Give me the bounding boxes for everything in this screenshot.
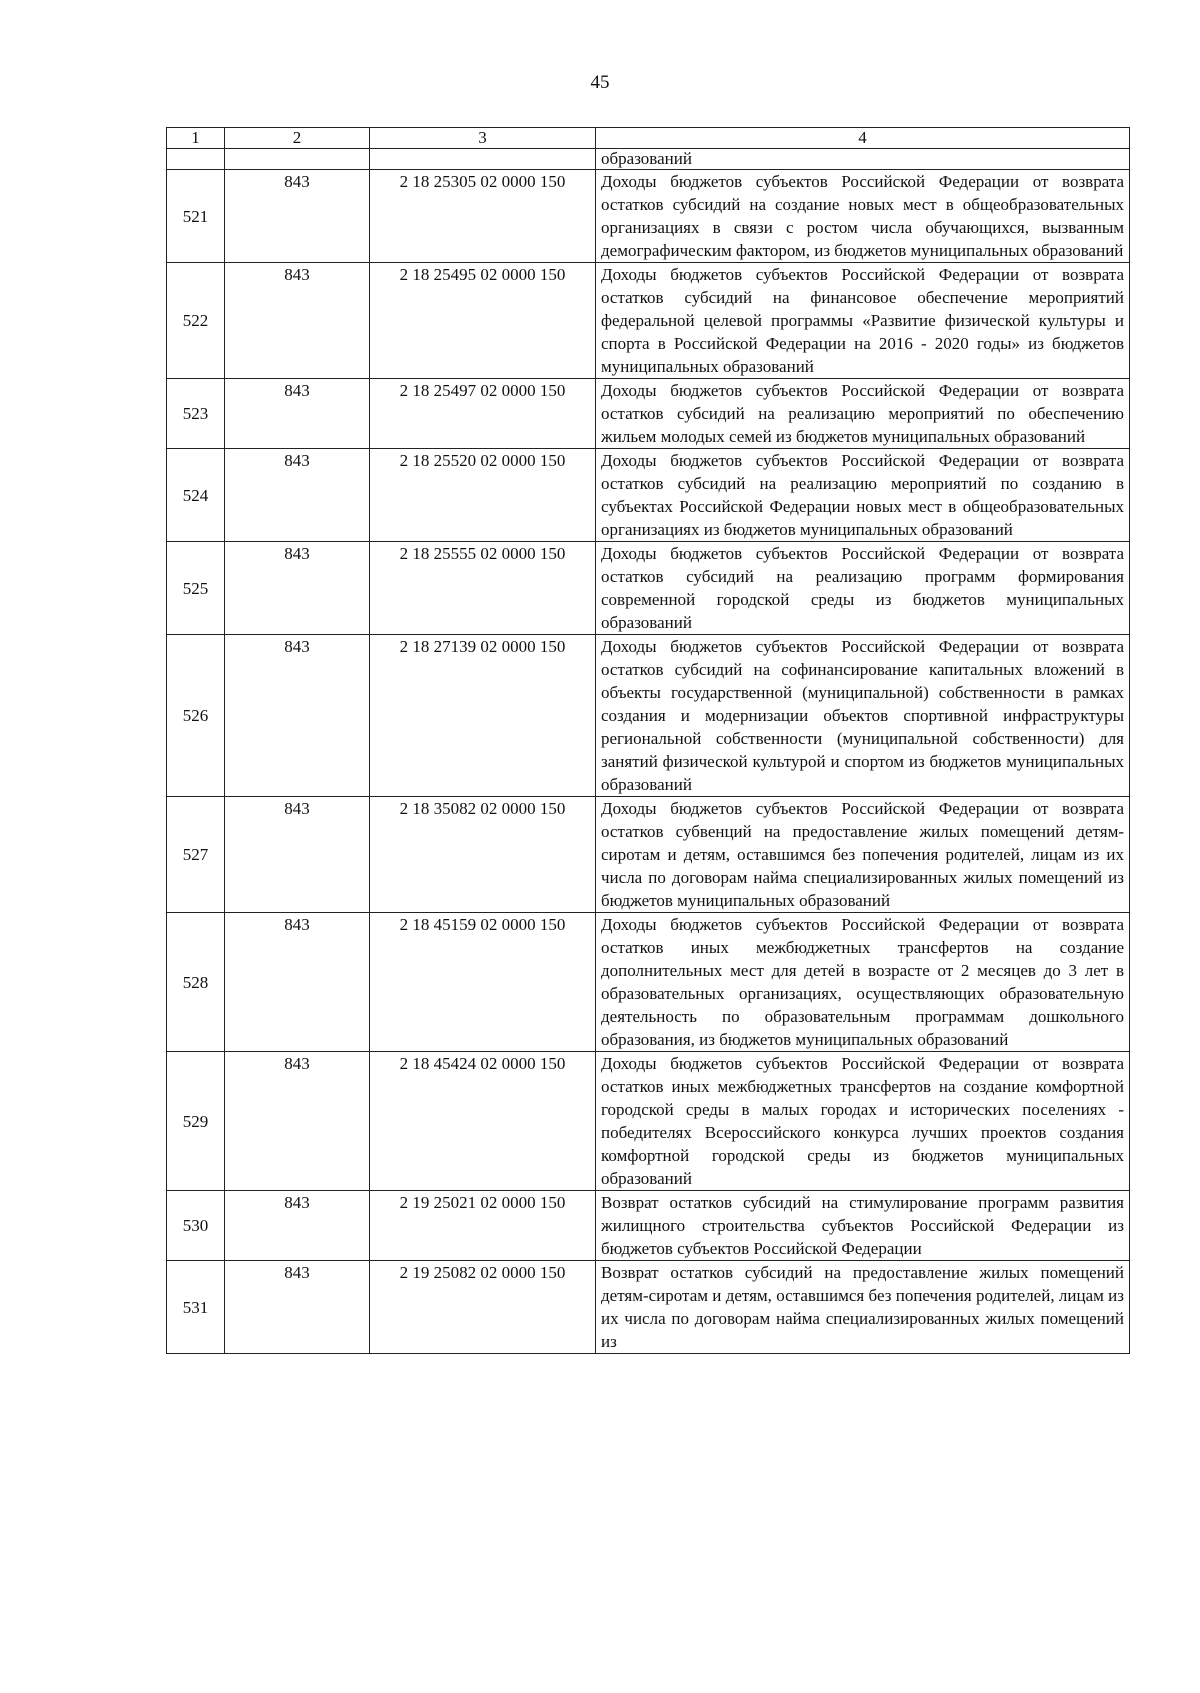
row-number: 530 bbox=[167, 1191, 225, 1261]
row-number: 529 bbox=[167, 1052, 225, 1191]
revenue-description bbox=[596, 170, 1130, 263]
admin-code: 843 bbox=[225, 379, 370, 449]
table-row bbox=[167, 263, 1130, 379]
continuation-row bbox=[167, 149, 1130, 170]
page-number: 45 bbox=[590, 72, 610, 93]
revenue-code: 2 18 25555 02 0000 150 bbox=[370, 542, 596, 635]
table-row bbox=[167, 797, 1130, 913]
continuation-num-cell bbox=[167, 149, 225, 170]
revenue-code: 2 18 25305 02 0000 150 bbox=[370, 170, 596, 263]
row-number: 522 bbox=[167, 263, 225, 379]
row-number: 531 bbox=[167, 1261, 225, 1354]
description-text: Доходы бюджетов субъектов Российской Федерации от возврата остатков субсидий на софинансирование капитальных вложений в объекты государственной (муниципальной) собственности в рамках создания и модернизации объектов спортивной инфраструктуры региональной собственности (муниципальной собственности) для занятий физической культурой и спортом из бюджетов муниципальных образований bbox=[601, 637, 1124, 794]
admin-code: 843 bbox=[225, 1191, 370, 1261]
row-number: 524 bbox=[167, 449, 225, 542]
admin-code: 843 bbox=[225, 1261, 370, 1354]
table-row bbox=[167, 542, 1130, 635]
continuation-admin-cell bbox=[225, 149, 370, 170]
table-row bbox=[167, 379, 1130, 449]
admin-code: 843 bbox=[225, 263, 370, 379]
row-number: 528 bbox=[167, 913, 225, 1052]
row-number: 525 bbox=[167, 542, 225, 635]
column-header-2: 2 bbox=[225, 128, 370, 149]
admin-code: 843 bbox=[225, 797, 370, 913]
revenue-description bbox=[596, 1052, 1130, 1191]
revenue-code: 2 18 45424 02 0000 150 bbox=[370, 1052, 596, 1191]
column-header-3: 3 bbox=[370, 128, 596, 149]
revenue-description bbox=[596, 1191, 1130, 1261]
revenue-description bbox=[596, 449, 1130, 542]
revenue-code: 2 18 25495 02 0000 150 bbox=[370, 263, 596, 379]
revenue-code: 2 18 27139 02 0000 150 bbox=[370, 635, 596, 797]
revenue-description bbox=[596, 542, 1130, 635]
description-text: Возврат остатков субсидий на предоставление жилых помещений детям-сиротам и детям, оставшимся без попечения родителей, лицам из их числа по договорам найма специализированных жилых помещений из bbox=[601, 1263, 1124, 1351]
description-text: Доходы бюджетов субъектов Российской Федерации от возврата остатков субсидий на реализацию программ формирования современной городской среды из бюджетов муниципальных образований bbox=[601, 544, 1124, 632]
description-text: Доходы бюджетов субъектов Российской Федерации от возврата остатков субсидий на реализацию мероприятий по обеспечению жильем молодых семей из бюджетов муниципальных образований bbox=[601, 381, 1124, 446]
table-row bbox=[167, 635, 1130, 797]
column-header-4: 4 bbox=[596, 128, 1130, 149]
revenue-description bbox=[596, 797, 1130, 913]
table-header-row bbox=[167, 128, 1130, 149]
description-text: Доходы бюджетов субъектов Российской Федерации от возврата остатков субвенций на предоставление жилых помещений детям-сиротам и детям, оставшимся без попечения родителей, лицам из их числа по договорам найма специализированных жилых помещений из бюджетов муниципальных образований bbox=[601, 799, 1124, 910]
admin-code: 843 bbox=[225, 542, 370, 635]
revenue-code: 2 18 45159 02 0000 150 bbox=[370, 913, 596, 1052]
description-text: Возврат остатков субсидий на стимулирование программ развития жилищного строительства субъектов Российской Федерации из бюджетов субъектов Российской Федерации bbox=[601, 1193, 1124, 1258]
revenue-code: 2 19 25021 02 0000 150 bbox=[370, 1191, 596, 1261]
description-text: Доходы бюджетов субъектов Российской Федерации от возврата остатков иных межбюджетных трансфертов на создание дополнительных мест для детей в возрасте от 2 месяцев до 3 лет в образовательных организациях, осуществляющих образовательную деятельность по образовательным программам дошкольного образования, из бюджетов муниципальных образований bbox=[601, 915, 1124, 1049]
continuation-code-cell bbox=[370, 149, 596, 170]
table-row bbox=[167, 1261, 1130, 1354]
table-row bbox=[167, 1052, 1130, 1191]
row-number: 526 bbox=[167, 635, 225, 797]
description-text: Доходы бюджетов субъектов Российской Федерации от возврата остатков субсидий на реализацию мероприятий по созданию в субъектах Российской Федерации новых мест в общеобразовательных организациях из бюджетов муниципальных образований bbox=[601, 451, 1124, 539]
admin-code: 843 bbox=[225, 635, 370, 797]
description-text: Доходы бюджетов субъектов Российской Федерации от возврата остатков субсидий на финансовое обеспечение мероприятий федеральной целевой программы «Развитие физической культуры и спорта в Российской Федерации на 2016 - 2020 годы» из бюджетов муниципальных образований bbox=[601, 265, 1124, 376]
table-row bbox=[167, 913, 1130, 1052]
admin-code: 843 bbox=[225, 449, 370, 542]
column-header-1: 1 bbox=[167, 128, 225, 149]
row-number: 523 bbox=[167, 379, 225, 449]
revenue-code: 2 18 25520 02 0000 150 bbox=[370, 449, 596, 542]
description-text: Доходы бюджетов субъектов Российской Федерации от возврата остатков субсидий на создание новых мест в общеобразовательных организациях в связи с ростом числа обучающихся, вызванным демографическим фактором, из бюджетов муниципальных образований bbox=[601, 172, 1124, 260]
row-number: 521 bbox=[167, 170, 225, 263]
table-row bbox=[167, 170, 1130, 263]
description-text: Доходы бюджетов субъектов Российской Федерации от возврата остатков иных межбюджетных трансфертов на создание комфортной городской среды в малых городах и исторических поселениях - победителях Всероссийского конкурса лучших проектов создания комфортной городской среды из бюджетов муниципальных образований bbox=[601, 1054, 1124, 1188]
table-row bbox=[167, 1191, 1130, 1261]
row-number: 527 bbox=[167, 797, 225, 913]
table-row bbox=[167, 449, 1130, 542]
revenue-description bbox=[596, 1261, 1130, 1354]
revenue-description bbox=[596, 635, 1130, 797]
admin-code: 843 bbox=[225, 1052, 370, 1191]
revenue-description bbox=[596, 379, 1130, 449]
revenue-description bbox=[596, 913, 1130, 1052]
admin-code: 843 bbox=[225, 913, 370, 1052]
revenue-description bbox=[596, 263, 1130, 379]
admin-code: 843 bbox=[225, 170, 370, 263]
budget-revenue-table bbox=[166, 127, 1130, 1354]
revenue-code: 2 19 25082 02 0000 150 bbox=[370, 1261, 596, 1354]
revenue-code: 2 18 25497 02 0000 150 bbox=[370, 379, 596, 449]
revenue-code: 2 18 35082 02 0000 150 bbox=[370, 797, 596, 913]
continuation-text: образований bbox=[596, 149, 1130, 170]
